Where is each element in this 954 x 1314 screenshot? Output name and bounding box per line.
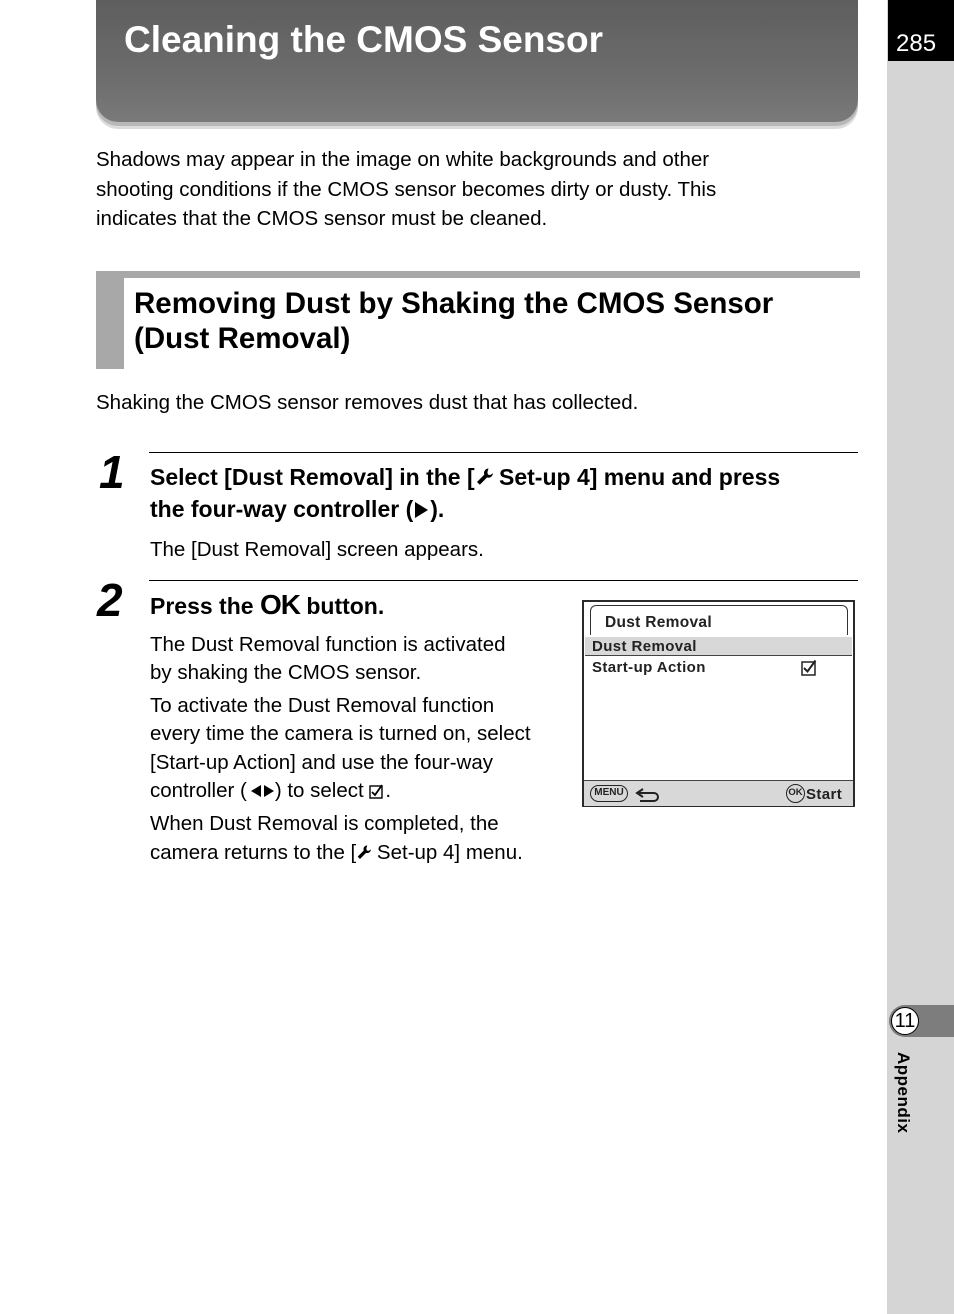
ok-button: OK bbox=[786, 784, 805, 803]
step-1-note: The [Dust Removal] screen appears. bbox=[150, 538, 484, 561]
step-1-heading-part-b: Set-up 4] menu and press bbox=[492, 464, 781, 490]
step-2-p3-line-1: When Dust Removal is completed, the bbox=[150, 812, 499, 835]
page-title: Cleaning the CMOS Sensor bbox=[124, 19, 604, 60]
chapter-number: 11 bbox=[891, 1007, 919, 1035]
screen-row-startup-action: Start-up Action bbox=[592, 659, 706, 676]
step-2-number: 2 bbox=[97, 574, 123, 626]
step-2-p3-line-2 bbox=[150, 838, 523, 868]
intro-line-2: shooting conditions if the CMOS sensor becomes dirty or dusty. This bbox=[96, 178, 717, 201]
intro-line-3: indicates that the CMOS sensor must be cleaned. bbox=[96, 207, 548, 230]
step-2-heading-part-b: button. bbox=[299, 593, 385, 619]
camera-screen-illustration bbox=[582, 600, 855, 807]
step-2-p2-line-4 bbox=[150, 776, 391, 806]
screen-tab bbox=[590, 605, 848, 635]
screen-tab-label: Dust Removal bbox=[605, 614, 712, 631]
right-arrow-icon bbox=[264, 785, 274, 797]
screen-footer bbox=[584, 780, 853, 806]
step-1-number: 1 bbox=[99, 446, 125, 498]
left-arrow-icon bbox=[251, 785, 261, 797]
intro-line-1: Shadows may appear in the image on white backgrounds and other bbox=[96, 148, 710, 171]
ok-button-glyph: OK bbox=[259, 589, 300, 620]
step-2-p2-line-3: [Start-up Action] and use the four-way bbox=[150, 751, 493, 774]
step-2-rule bbox=[149, 580, 858, 581]
section-title-line-1: Removing Dust by Shaking the CMOS Sensor bbox=[134, 287, 774, 320]
section-lead: Shaking the CMOS sensor removes dust that has collected. bbox=[96, 391, 639, 414]
back-arrow-icon bbox=[634, 786, 662, 802]
checkbox-checked-icon bbox=[369, 783, 385, 799]
step-1-heading-part-c: the four-way controller ( bbox=[150, 496, 414, 522]
step-2-p2-line-4-part-c: . bbox=[385, 779, 392, 802]
checkbox-checked-icon bbox=[801, 659, 818, 676]
section-title-line-2: (Dust Removal) bbox=[134, 322, 351, 355]
right-arrow-icon bbox=[415, 502, 428, 518]
step-1-rule bbox=[149, 452, 858, 453]
wrench-icon bbox=[356, 844, 371, 861]
step-2-p3-line-2-part-b: Set-up 4] menu. bbox=[371, 841, 523, 864]
step-2-heading bbox=[150, 589, 384, 622]
step-1-heading-part-d: ). bbox=[430, 496, 445, 522]
start-label: Start bbox=[806, 786, 843, 803]
screen-row-dust-removal: Dust Removal bbox=[592, 638, 697, 655]
section-header-bar bbox=[96, 271, 860, 278]
step-2-p1-line-1: The Dust Removal function is activated bbox=[150, 633, 506, 656]
step-1-heading bbox=[150, 461, 780, 525]
menu-button: MENU bbox=[590, 785, 628, 802]
step-2-p2-line-4-part-a: controller ( bbox=[150, 779, 247, 802]
step-2-p2-line-2: every time the camera is turned on, select bbox=[150, 722, 531, 745]
step-2-p2-line-1: To activate the Dust Removal function bbox=[150, 694, 495, 717]
title-banner bbox=[96, 0, 858, 122]
step-2-p2-line-4-part-b: ) to select bbox=[274, 779, 364, 802]
step-1-heading-part-a: Select [Dust Removal] in the [ bbox=[150, 464, 475, 490]
step-2-p3-line-2-part-a: camera returns to the [ bbox=[150, 841, 357, 864]
chapter-label: Appendix bbox=[894, 1052, 913, 1134]
page-number: 285 bbox=[888, 0, 954, 61]
step-2-p1-line-2: by shaking the CMOS sensor. bbox=[150, 661, 422, 684]
wrench-icon bbox=[475, 467, 493, 487]
section-header-block bbox=[96, 278, 124, 369]
step-2-heading-part-a: Press the bbox=[150, 593, 260, 619]
section-title bbox=[134, 286, 864, 356]
